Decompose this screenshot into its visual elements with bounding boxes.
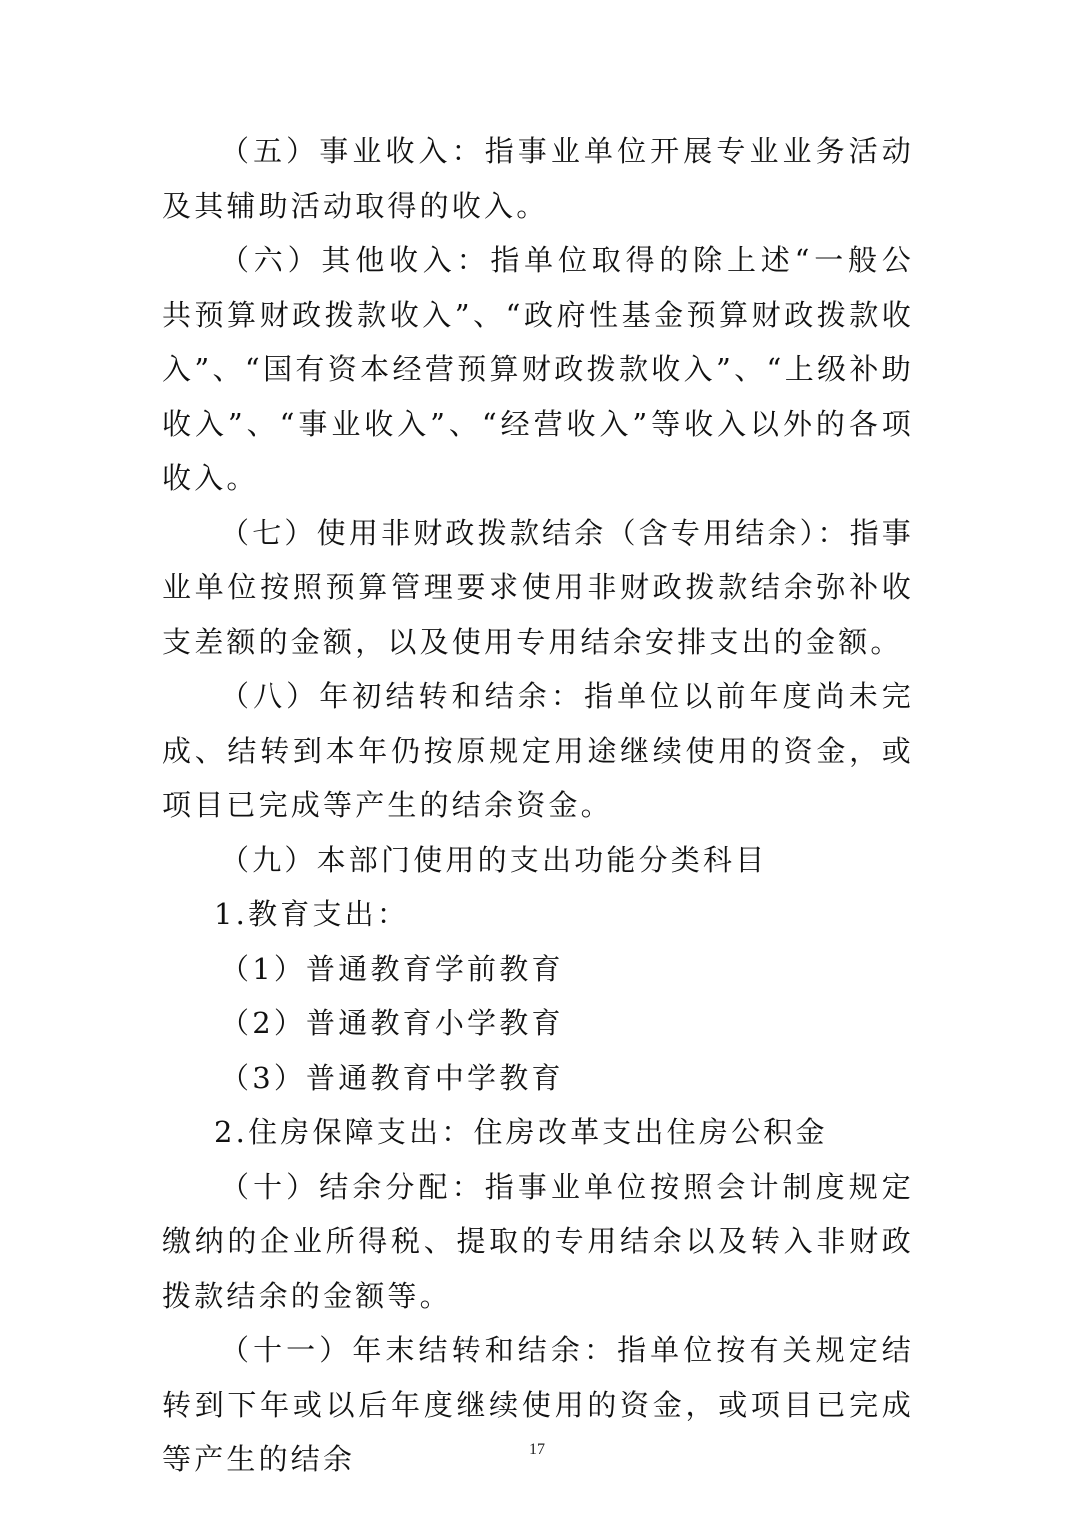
paragraph-closing-carryover: （十一）年末结转和结余：指单位按有关规定结转到下年或以后年度继续使用的资金，或项目已完成等产生的结余 — [162, 1333, 914, 1476]
page-number: 17 — [529, 1441, 545, 1458]
paragraph-non-fiscal-surplus: （七）使用非财政拨款结余（含专用结余）：指事业单位按照预算管理要求使用非财政拨款结余弥补收支差额的金额，以及使用专用结余安排支出的金额。 — [162, 515, 914, 659]
paragraph-surplus-distribution: （十）结余分配：指事业单位按照会计制度规定缴纳的企业所得税、提取的专用结余以及转入非财政拨款结余的金额等。 — [162, 1169, 914, 1313]
list-item-primary-education: （2）普通教育小学教育 — [220, 1006, 564, 1040]
paragraph-business-income: （五）事业收入：指事业单位开展专业业务活动及其辅助活动取得的收入。 — [162, 134, 914, 223]
paragraph-other-income: （六）其他收入：指单位取得的除上述“一般公共预算财政拨款收入”、“政府性基金预算财政拨款收入”、“国有资本经营预算财政拨款收入”、“上级补助收入”、“事业收入”、“经营收入”等收入以外的各项收入。 — [162, 243, 914, 495]
list-item-preschool-education: （1）普通教育学前教育 — [220, 951, 564, 986]
paragraph-expenditure-classification: （九）本部门使用的支出功能分类科目 — [220, 842, 768, 877]
list-item-housing-expenditure: 2.住房保障支出：住房改革支出住房公积金 — [214, 1115, 828, 1149]
document-body — [162, 124, 914, 1487]
paragraph-opening-carryover: （八）年初结转和结余：指单位以前年度尚未完成、结转到本年仍按原规定用途继续使用的资金，或项目已完成等产生的结余资金。 — [162, 679, 914, 822]
list-item-secondary-education: （3）普通教育中学教育 — [220, 1060, 564, 1095]
list-item-education-expenditure: 1.教育支出： — [214, 897, 410, 931]
